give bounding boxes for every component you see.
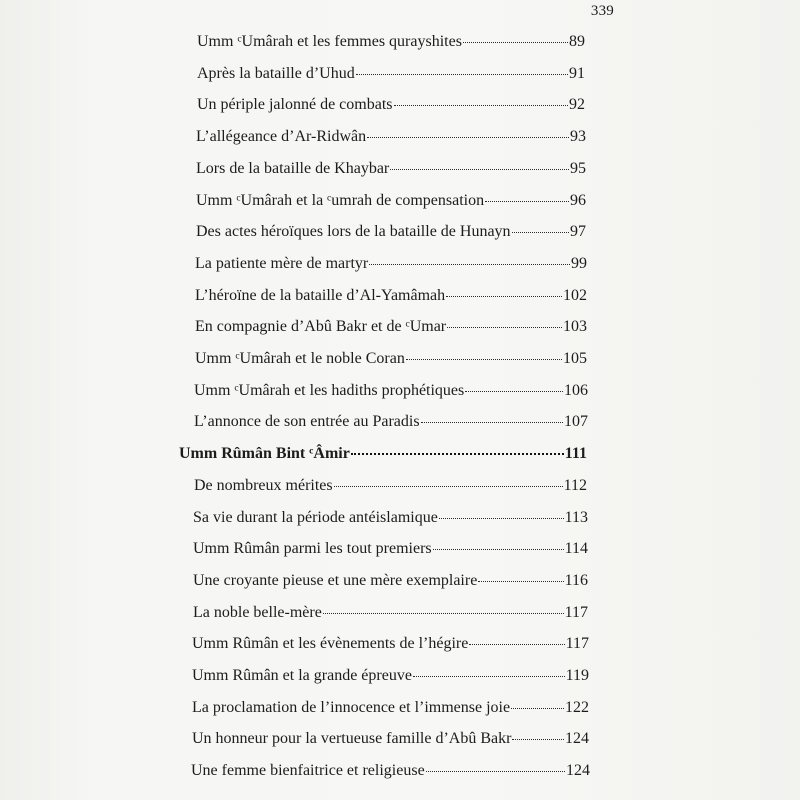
toc-entry-title: Une croyante pieuse et une mère exemplaire [193, 571, 478, 589]
toc-entry [196, 220, 586, 244]
toc-entry [192, 632, 589, 656]
toc-entry-page: 114 [564, 540, 588, 558]
toc-entry [192, 727, 589, 751]
toc-section-page: 111 [564, 445, 587, 463]
dot-leader [351, 443, 564, 455]
toc-entry-page: 116 [564, 571, 588, 589]
toc-entry [191, 759, 590, 783]
toc-entry-page: 95 [570, 159, 586, 177]
toc-entry [195, 347, 587, 371]
toc-entry-page: 124 [566, 762, 590, 780]
dot-leader [369, 254, 570, 265]
toc-entry-title: Umm Rûmân parmi les tout premiers [193, 540, 432, 558]
dot-leader [367, 127, 569, 138]
dot-leader [512, 729, 564, 740]
toc-entry-title: De nombreux mérites [194, 476, 333, 494]
toc-entry-page: 92 [569, 96, 585, 114]
dot-leader [394, 95, 569, 106]
toc-entry-page: 124 [565, 730, 589, 748]
toc-entry-title: L’allégeance d’Ar-Ridwân [196, 128, 367, 146]
toc-entry-page: 106 [564, 381, 588, 399]
dot-leader [446, 286, 562, 297]
toc-entry-title: Sa vie durant la période antéislamique [193, 508, 438, 526]
toc-entry [193, 537, 588, 561]
dot-leader [334, 476, 563, 487]
toc-entry [195, 252, 587, 276]
page-number: 339 [590, 3, 614, 19]
toc-entry [194, 410, 588, 434]
toc-entry-page: 91 [569, 64, 585, 82]
toc-entry-title: Après la bataille d’Uhud [197, 64, 355, 82]
toc-entry [193, 506, 588, 530]
toc-entry-title: Umm ᶜUmârah et les femmes qurayshites [197, 33, 462, 50]
dot-leader [465, 381, 563, 392]
toc-entry [196, 157, 586, 181]
dot-leader [421, 412, 563, 423]
toc-entry-page: 117 [564, 603, 588, 621]
toc-entry-title: Une femme bienfaitrice et religieuse [191, 762, 425, 780]
dot-leader [433, 539, 564, 550]
dot-leader [356, 64, 568, 75]
toc-entry-title: Des actes héroïques lors de la bataille de Hunayn [196, 223, 511, 241]
dot-leader [447, 317, 562, 328]
toc-entry-page: 103 [563, 318, 587, 336]
dot-leader [323, 603, 564, 614]
toc-entry [196, 125, 586, 149]
toc-entry-page: 117 [565, 635, 589, 653]
toc-entry-page: 102 [563, 286, 587, 304]
dot-leader [439, 508, 564, 519]
dot-leader [463, 32, 568, 43]
dot-leader [512, 222, 569, 233]
toc-entry [195, 315, 587, 339]
toc-entry [194, 474, 587, 498]
toc-entry [192, 696, 589, 720]
toc-section-title: Umm Rûmân Bint ᶜÂmir [179, 445, 350, 463]
dot-leader [413, 666, 565, 677]
dot-leader [426, 761, 565, 772]
toc-entry-title: Umm Rûmân et la grande épreuve [192, 667, 412, 684]
toc-entry-title: L’annonce de son entrée au Paradis [194, 413, 420, 431]
toc-entry-page: 122 [565, 698, 589, 716]
toc-entry-page: 97 [570, 223, 586, 241]
toc-entry [193, 601, 588, 625]
toc-entry-page: 89 [569, 33, 585, 50]
toc-entry [194, 379, 588, 403]
toc-entry-title: Umm Rûmân et les évènements de l’hégire [192, 635, 469, 653]
toc-entry-title: Un honneur pour la vertueuse famille d’Abû Bakr [192, 730, 512, 748]
toc-entry-title: Umm ᶜUmârah et la ᶜumrah de compensation [196, 191, 485, 209]
toc-entry-title: L’héroïne de la bataille d’Al-Yamâmah [195, 286, 446, 304]
dot-leader [390, 159, 569, 170]
toc-entry [192, 664, 589, 688]
toc-entry [197, 30, 585, 54]
toc-entry-title: En compagnie d’Abû Bakr et de ᶜUmar [195, 318, 447, 336]
toc-entry-page: 96 [570, 191, 586, 209]
dot-leader [406, 349, 562, 360]
toc-entry-page: 119 [565, 667, 589, 684]
toc-entry-title: La proclamation de l’innocence et l’immense joie [192, 698, 511, 716]
toc-entry [193, 569, 588, 593]
toc-entry [196, 189, 586, 213]
dot-leader [469, 634, 564, 645]
toc-entry [195, 284, 587, 308]
toc-entry-page: 99 [571, 254, 587, 272]
toc-entry-page: 107 [564, 413, 588, 431]
dot-leader [478, 571, 563, 582]
toc-entry [197, 62, 585, 86]
toc-entry-title: La patiente mère de martyr [195, 254, 369, 272]
dot-leader [485, 191, 569, 202]
dot-leader [511, 698, 564, 709]
toc-entry-title: Umm ᶜUmârah et le noble Coran [195, 350, 405, 367]
toc-entry-page: 105 [563, 350, 587, 367]
toc-entry-title: Umm ᶜUmârah et les hadiths prophétiques [194, 381, 465, 399]
toc-section-heading [179, 442, 587, 466]
toc-entry-page: 113 [564, 508, 588, 526]
toc-entry [197, 93, 585, 117]
toc-entry-title: La noble belle-mère [193, 603, 322, 621]
toc-entry-title: Lors de la bataille de Khaybar [196, 159, 390, 177]
toc-entry-title: Un périple jalonné de combats [197, 96, 393, 114]
toc-entry-page: 93 [570, 128, 586, 146]
toc-entry-page: 112 [563, 476, 587, 494]
